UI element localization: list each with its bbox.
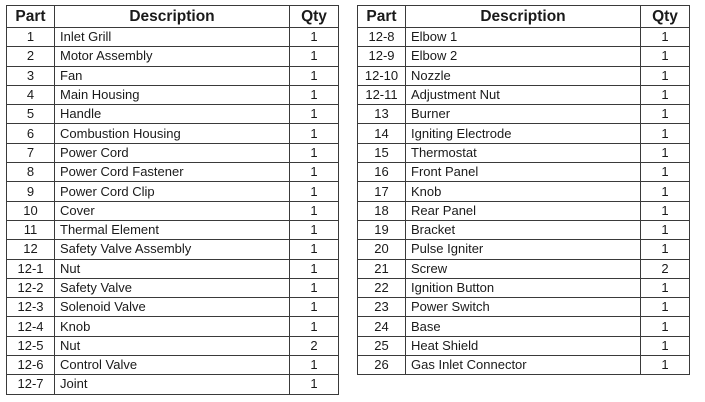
description-cell: Control Valve [55, 356, 290, 375]
table-row [358, 278, 690, 297]
description-cell: Gas Inlet Connector [406, 356, 641, 375]
part-number-cell: 5 [7, 105, 55, 124]
table-row [358, 182, 690, 201]
parts-table-left [6, 5, 339, 395]
part-number-cell: 24 [358, 317, 406, 336]
description-cell: Knob [406, 182, 641, 201]
part-number-cell: 9 [7, 182, 55, 201]
table-row [7, 278, 339, 297]
table-row [7, 375, 339, 394]
table-header-row [7, 6, 339, 28]
description-cell: Power Switch [406, 298, 641, 317]
part-number-cell: 4 [7, 85, 55, 104]
part-number-cell: 12-10 [358, 66, 406, 85]
description-cell: Heat Shield [406, 336, 641, 355]
part-number-cell: 12-5 [7, 336, 55, 355]
qty-cell: 1 [290, 278, 339, 297]
description-cell: Rear Panel [406, 201, 641, 220]
table-row [358, 317, 690, 336]
part-number-cell: 12-8 [358, 28, 406, 47]
description-cell: Power Cord Clip [55, 182, 290, 201]
qty-cell: 2 [290, 336, 339, 355]
qty-cell: 1 [290, 375, 339, 394]
part-number-cell: 2 [7, 47, 55, 66]
qty-cell: 1 [290, 317, 339, 336]
part-number-cell: 21 [358, 259, 406, 278]
table-row [7, 201, 339, 220]
description-cell: Main Housing [55, 85, 290, 104]
qty-cell: 1 [290, 66, 339, 85]
part-number-cell: 12-7 [7, 375, 55, 394]
table-row [7, 240, 339, 259]
qty-cell: 1 [290, 356, 339, 375]
qty-cell: 1 [290, 259, 339, 278]
part-number-cell: 16 [358, 163, 406, 182]
parts-table-left-body [7, 28, 339, 395]
table-row [358, 47, 690, 66]
description-cell: Nozzle [406, 66, 641, 85]
description-cell: Pulse Igniter [406, 240, 641, 259]
part-number-cell: 22 [358, 278, 406, 297]
description-cell: Motor Assembly [55, 47, 290, 66]
table-row [7, 105, 339, 124]
description-cell: Knob [55, 317, 290, 336]
qty-cell: 1 [290, 105, 339, 124]
table-row [358, 356, 690, 375]
part-number-cell: 12-3 [7, 298, 55, 317]
description-cell: Adjustment Nut [406, 85, 641, 104]
part-number-cell: 11 [7, 220, 55, 239]
qty-cell: 1 [290, 201, 339, 220]
qty-cell: 1 [290, 143, 339, 162]
description-cell: Solenoid Valve [55, 298, 290, 317]
part-number-cell: 23 [358, 298, 406, 317]
part-number-cell: 26 [358, 356, 406, 375]
part-number-cell: 19 [358, 220, 406, 239]
part-number-cell: 10 [7, 201, 55, 220]
description-cell: Handle [55, 105, 290, 124]
table-row [7, 220, 339, 239]
qty-cell: 1 [641, 124, 690, 143]
qty-cell: 1 [641, 298, 690, 317]
qty-cell: 1 [290, 28, 339, 47]
description-cell: Burner [406, 105, 641, 124]
qty-cell: 1 [290, 182, 339, 201]
part-number-cell: 8 [7, 163, 55, 182]
qty-cell: 2 [641, 259, 690, 278]
description-cell: Elbow 2 [406, 47, 641, 66]
qty-cell: 1 [641, 356, 690, 375]
qty-cell: 1 [290, 47, 339, 66]
part-number-cell: 13 [358, 105, 406, 124]
qty-cell: 1 [290, 163, 339, 182]
table-row [358, 336, 690, 355]
header-description: Description [55, 6, 290, 28]
qty-cell: 1 [290, 85, 339, 104]
table-row [358, 220, 690, 239]
table-row [7, 298, 339, 317]
part-number-cell: 6 [7, 124, 55, 143]
qty-cell: 1 [641, 28, 690, 47]
qty-cell: 1 [641, 220, 690, 239]
qty-cell: 1 [641, 240, 690, 259]
part-number-cell: 15 [358, 143, 406, 162]
table-row [358, 28, 690, 47]
table-row [358, 259, 690, 278]
part-number-cell: 7 [7, 143, 55, 162]
header-part: Part [7, 6, 55, 28]
header-part: Part [358, 6, 406, 28]
part-number-cell: 20 [358, 240, 406, 259]
qty-cell: 1 [641, 47, 690, 66]
description-cell: Power Cord [55, 143, 290, 162]
table-row [7, 356, 339, 375]
qty-cell: 1 [641, 66, 690, 85]
description-cell: Igniting Electrode [406, 124, 641, 143]
table-row [358, 85, 690, 104]
part-number-cell: 25 [358, 336, 406, 355]
description-cell: Joint [55, 375, 290, 394]
table-row [358, 298, 690, 317]
qty-cell: 1 [290, 298, 339, 317]
description-cell: Combustion Housing [55, 124, 290, 143]
part-number-cell: 12-6 [7, 356, 55, 375]
table-row [358, 66, 690, 85]
part-number-cell: 18 [358, 201, 406, 220]
description-cell: Screw [406, 259, 641, 278]
qty-cell: 1 [641, 336, 690, 355]
part-number-cell: 12-11 [358, 85, 406, 104]
qty-cell: 1 [641, 278, 690, 297]
table-row [358, 201, 690, 220]
qty-cell: 1 [641, 143, 690, 162]
description-cell: Ignition Button [406, 278, 641, 297]
table-header-row [358, 6, 690, 28]
table-row [7, 124, 339, 143]
part-number-cell: 3 [7, 66, 55, 85]
header-qty: Qty [641, 6, 690, 28]
part-number-cell: 12-4 [7, 317, 55, 336]
table-row [7, 143, 339, 162]
table-row [7, 259, 339, 278]
description-cell: Safety Valve [55, 278, 290, 297]
parts-table-right [357, 5, 690, 375]
part-number-cell: 12-2 [7, 278, 55, 297]
qty-cell: 1 [290, 220, 339, 239]
qty-cell: 1 [290, 240, 339, 259]
qty-cell: 1 [641, 182, 690, 201]
table-row [7, 182, 339, 201]
description-cell: Cover [55, 201, 290, 220]
qty-cell: 1 [641, 163, 690, 182]
header-qty: Qty [290, 6, 339, 28]
table-row [358, 143, 690, 162]
part-number-cell: 12-9 [358, 47, 406, 66]
part-number-cell: 12 [7, 240, 55, 259]
description-cell: Base [406, 317, 641, 336]
description-cell: Safety Valve Assembly [55, 240, 290, 259]
part-number-cell: 1 [7, 28, 55, 47]
table-row [358, 105, 690, 124]
header-description: Description [406, 6, 641, 28]
description-cell: Elbow 1 [406, 28, 641, 47]
table-row [7, 66, 339, 85]
qty-cell: 1 [290, 124, 339, 143]
description-cell: Thermostat [406, 143, 641, 162]
part-number-cell: 14 [358, 124, 406, 143]
description-cell: Thermal Element [55, 220, 290, 239]
description-cell: Nut [55, 259, 290, 278]
table-row [7, 163, 339, 182]
description-cell: Power Cord Fastener [55, 163, 290, 182]
table-row [7, 47, 339, 66]
table-row [358, 124, 690, 143]
table-row [7, 336, 339, 355]
parts-table-right-body [358, 28, 690, 375]
table-row [358, 240, 690, 259]
description-cell: Nut [55, 336, 290, 355]
qty-cell: 1 [641, 105, 690, 124]
table-row [358, 163, 690, 182]
description-cell: Inlet Grill [55, 28, 290, 47]
description-cell: Front Panel [406, 163, 641, 182]
description-cell: Bracket [406, 220, 641, 239]
table-row [7, 28, 339, 47]
table-row [7, 317, 339, 336]
table-row [7, 85, 339, 104]
part-number-cell: 17 [358, 182, 406, 201]
qty-cell: 1 [641, 85, 690, 104]
part-number-cell: 12-1 [7, 259, 55, 278]
qty-cell: 1 [641, 317, 690, 336]
qty-cell: 1 [641, 201, 690, 220]
description-cell: Fan [55, 66, 290, 85]
